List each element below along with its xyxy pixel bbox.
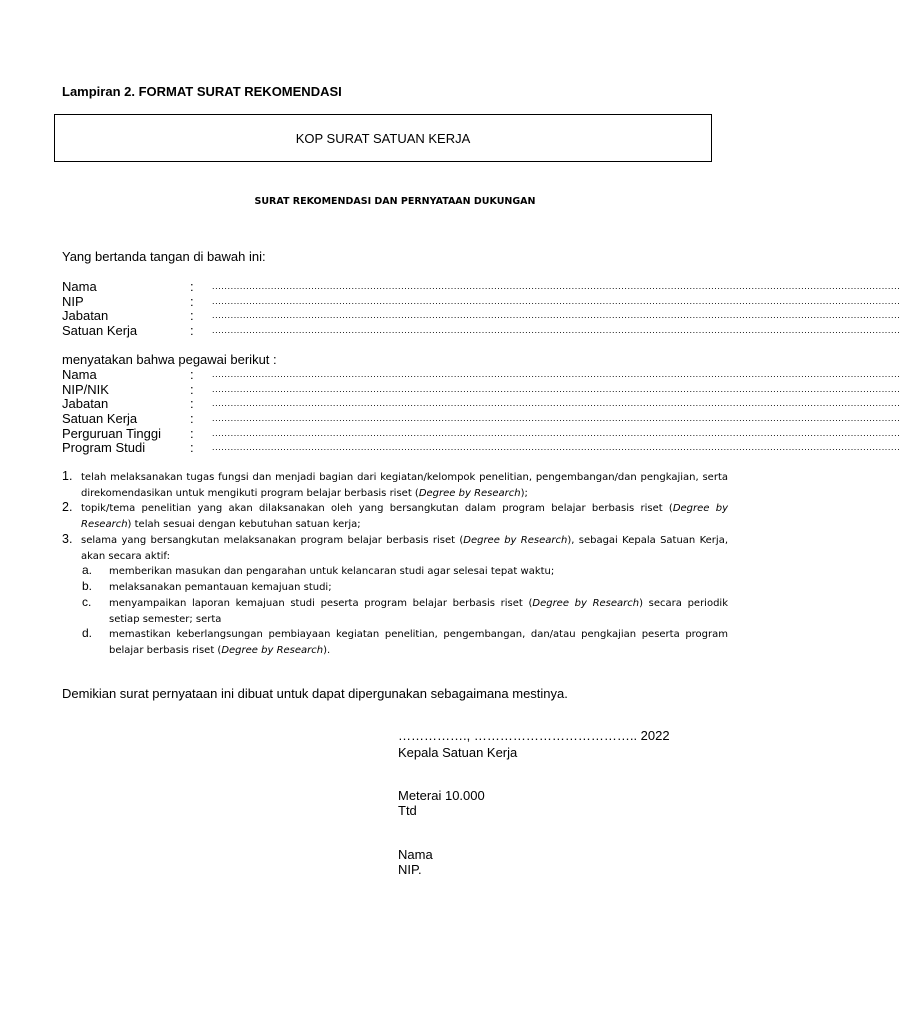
attachment-title: Lampiran 2. FORMAT SURAT REKOMENDASI <box>62 84 342 99</box>
item-number: 1. <box>62 469 73 483</box>
sub-item-letter: c. <box>82 595 92 609</box>
field-colon: : <box>190 382 194 397</box>
employee-field-position <box>62 396 900 411</box>
item-number: 3. <box>62 532 73 546</box>
closing-text: Demikian surat pernyataan ini dibuat untuk dapat dipergunakan sebagaimana mestinya. <box>62 686 568 701</box>
field-label: Jabatan <box>62 396 109 411</box>
field-label: Perguruan Tinggi <box>62 426 162 441</box>
field-colon: : <box>190 323 194 338</box>
field-label: Nama <box>62 279 97 294</box>
sub-item-text: menyampaikan laporan kemajuan studi peserta program belajar berbasis riset (Degree by Research) secara periodik setiap semester; serta <box>109 598 728 625</box>
field-label: Program Studi <box>62 440 146 455</box>
signer-field-name <box>62 279 900 294</box>
signer-position: Kepala Satuan Kerja <box>398 745 518 760</box>
letterhead-text: KOP SURAT SATUAN KERJA <box>295 130 471 146</box>
letterhead-box <box>54 114 712 162</box>
sub-item-letter: b. <box>82 579 93 593</box>
field-label: NIP/NIK <box>62 382 109 397</box>
signer-field-nip <box>62 294 900 309</box>
employee-field-name <box>62 367 900 382</box>
field-colon: : <box>190 367 194 382</box>
field-colon: : <box>190 279 194 294</box>
field-dots: .............................................................................................................................................................................................................................. <box>212 310 900 320</box>
signer-name: Nama <box>398 847 433 862</box>
field-dots: .............................................................................................................................................................................................................................. <box>212 369 900 379</box>
field-dots: .............................................................................................................................................................................................................................. <box>212 442 900 452</box>
sub-item-text: melaksanakan pemantauan kemajuan studi; <box>109 582 332 593</box>
field-colon: : <box>190 426 194 441</box>
signer-nip: NIP. <box>398 862 422 877</box>
employee-field-university <box>62 426 900 441</box>
item-text: selama yang bersangkutan melaksanakan program belajar berbasis riset (Degree by Research), sebagai Kepala Satuan Kerja, akan secara aktif: <box>81 535 728 562</box>
field-colon: : <box>190 396 194 411</box>
field-dots: .............................................................................................................................................................................................................................. <box>212 281 900 291</box>
signer-field-unit <box>62 323 900 338</box>
field-dots: .............................................................................................................................................................................................................................. <box>212 398 900 408</box>
employee-field-unit <box>62 411 900 426</box>
field-colon: : <box>190 411 194 426</box>
field-label: Jabatan <box>62 308 109 323</box>
item-number: 2. <box>62 500 73 514</box>
employee-field-study-program <box>62 440 900 455</box>
field-label: Nama <box>62 367 97 382</box>
field-colon: : <box>190 440 194 455</box>
stamp-duty-label: Meterai 10.000 <box>398 788 485 803</box>
signer-field-position <box>62 308 900 323</box>
field-dots: .............................................................................................................................................................................................................................. <box>212 428 900 438</box>
document-heading: SURAT REKOMENDASI DAN PERNYATAAN DUKUNGAN <box>254 196 536 207</box>
item-text: topik/tema penelitian yang akan dilaksanakan oleh yang bersangkutan dalam program belajar berbasis riset (Degree by Research) telah sesuai dengan kebutuhan satuan kerja; <box>81 503 728 530</box>
field-dots: .............................................................................................................................................................................................................................. <box>212 325 900 335</box>
intro-text: Yang bertanda tangan di bawah ini: <box>62 249 266 264</box>
employee-field-nip <box>62 382 900 397</box>
signature-label: Ttd <box>398 803 417 818</box>
field-dots: .............................................................................................................................................................................................................................. <box>212 384 900 394</box>
sub-item-letter: d. <box>82 626 93 640</box>
field-colon: : <box>190 308 194 323</box>
field-label: Satuan Kerja <box>62 323 138 338</box>
field-dots: .............................................................................................................................................................................................................................. <box>212 296 900 306</box>
statement-text: menyatakan bahwa pegawai berikut : <box>62 352 277 367</box>
item-text: telah melaksanakan tugas fungsi dan menjadi bagian dari kegiatan/kelompok penelitian, pengembangan/dan pengkajian, serta direkomendasikan untuk mengikuti program belajar berbasis riset (Degree by Research); <box>81 472 728 499</box>
sub-item-text: memberikan masukan dan pengarahan untuk kelancaran studi agar selesai tepat waktu; <box>109 566 555 577</box>
sub-item-letter: a. <box>82 563 93 577</box>
field-colon: : <box>190 294 194 309</box>
field-label: Satuan Kerja <box>62 411 138 426</box>
sub-item-text: memastikan keberlangsungan pembiayaan kegiatan penelitian, pengembangan, dan/atau pengkajian peserta program belajar berbasis riset (Degree by Research). <box>109 629 728 656</box>
field-label: NIP <box>62 294 84 309</box>
place-date: ……………., ……………………………….. 2022 <box>398 728 670 743</box>
field-dots: .............................................................................................................................................................................................................................. <box>212 413 900 423</box>
